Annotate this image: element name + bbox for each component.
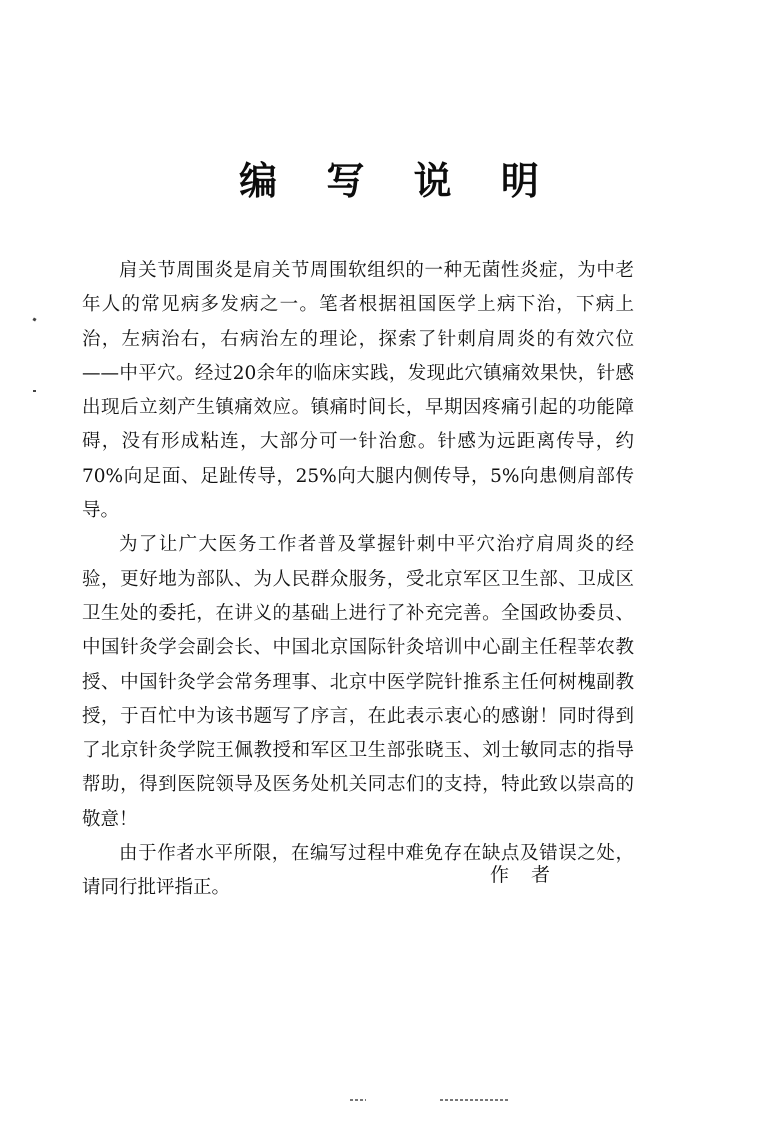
footer-mark xyxy=(350,1099,366,1101)
paragraph-intro: 肩关节周围炎是肩关节周围软组织的一种无菌性炎症，为中老年人的常见病多发病之一。笔者根据祖国医学上病下治，下病上治，左病治右，右病治左的理论，探索了针刺肩周炎的有效穴位——中平穴。经过20余年的临床实践，发现此穴镇痛效果快，针感出现后立刻产生镇痛效应。镇痛时间长，早期因疼痛引起的功能障碍，没有形成粘连，大部分可一针治愈。针感为远距离传导，约70%向足面、足趾传导，25%向大腿内侧传导，5%向患侧肩部传导。 xyxy=(82,260,634,522)
scan-speck xyxy=(32,317,36,321)
body-text xyxy=(82,254,634,906)
paragraph-acknowledgement: 为了让广大医务工作者普及掌握针刺中平穴治疗肩周炎的经验，更好地为部队、为人民群众服务，受北京军区卫生部、卫成区卫生处的委托，在讲义的基础上进行了补充完善。全国政协委员、中国针灸学会副会长、中国北京国际针灸培训中心副主任程莘农教授、中国针灸学会常务理事、北京中医学院针推系主任何树槐副教授，于百忙中为该书题写了序言，在此表示衷心的感谢！同时得到了北京针灸学院王佩教授和军区卫生部张晓玉、刘士敏同志的指导帮助，得到医院领导及医务处机关同志们的支持，特此致以崇高的敬意！ xyxy=(82,534,634,830)
paragraph-closing: 由于作者水平所限，在编写过程中难免存在缺点及错误之处，请同行批评指正。 xyxy=(82,843,634,899)
scan-speck xyxy=(33,390,36,392)
footer-mark xyxy=(440,1099,510,1101)
author-signature: 作者 xyxy=(490,864,573,886)
page-title: 编 写 说 明 xyxy=(239,158,557,203)
